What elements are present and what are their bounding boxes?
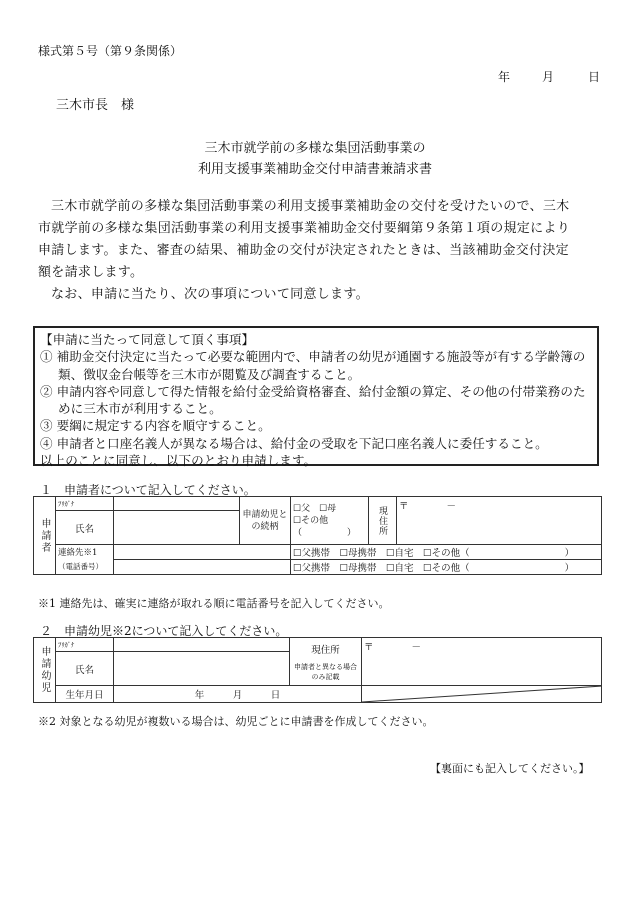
consent-item-2: ② 申請内容や同意して得た情報を給付金受給資格審査、給付金額の算定、その他の付帯業務のために三木市が利用すること。 [40, 383, 586, 417]
consent-box [33, 326, 599, 469]
child-side-label: 申請幼児 [34, 638, 56, 703]
contact-sublabel: （電話番号） [58, 561, 103, 571]
phone-type-1[interactable]: ☐父携帯 ☐母携帯 ☐自宅 ☐その他（ ） [291, 545, 602, 560]
form-number: 様式第５号（第９条関係） [38, 44, 183, 58]
para1-line2: 市就学前の多様な集団活動事業の利用支援事業補助金交付要綱第９条第１項の規定により [38, 221, 571, 236]
applicant-address-field[interactable] [397, 497, 602, 545]
para1-line4: 額を請求します。 [38, 265, 144, 280]
child-postal-mark: 〒 － [364, 642, 422, 653]
date-day: 日 [588, 70, 601, 84]
relation-other-paren: （ ） [293, 527, 357, 538]
contact-label-cell [56, 545, 114, 575]
applicant-name-label: 氏名 [56, 511, 114, 545]
consent-closing: 以上のことに同意し、以下のとおり申請します。 [40, 453, 317, 469]
applicant-table [33, 496, 602, 575]
relation-label: 申請幼児との続柄 [240, 497, 291, 545]
applicant-furigana-field[interactable] [114, 497, 240, 511]
postal-mark: 〒 － [399, 501, 457, 512]
body-paragraph [38, 196, 602, 306]
consent-heading: 【申請に当たって同意して頂く事項】 [40, 332, 255, 347]
section2-note: ※2 対象となる幼児が複数いる場合は、幼児ごとに申請書を作成してください。 [38, 715, 434, 728]
birth-date-field[interactable]: 年 月 日 [114, 686, 362, 703]
diagonal-strike [362, 686, 602, 702]
birth-label: 生年月日 [56, 686, 114, 703]
phone-type-2[interactable]: ☐父携帯 ☐母携帯 ☐自宅 ☐その他（ ） [291, 560, 602, 575]
contact-phone-2[interactable] [114, 560, 291, 575]
section1-heading: １ 申請者について記入してください。 [40, 483, 256, 497]
contact-label: 連絡先※1 [58, 547, 98, 558]
title-line2: 利用支援事業補助金交付申請書兼請求書 [197, 162, 432, 177]
section1-note: ※1 連絡先は、確実に連絡が取れる順に電話番号を記入してください。 [38, 597, 390, 610]
child-name-label: 氏名 [56, 652, 114, 686]
para1-line1: 三木市就学前の多様な集団活動事業の利用支援事業補助金の交付を受けたいので、三木 [51, 199, 570, 214]
back-side-note: 【裏面にも記入してください。】 [430, 762, 590, 775]
para2: なお、申請に当たり、次の事項について同意します。 [51, 287, 369, 302]
applicant-furigana-label: ﾌﾘｶﾞﾅ [56, 497, 114, 511]
child-name-field[interactable] [114, 652, 290, 686]
para1-line3: 申請します。また、審査の結果、補助金の交付が決定されたときは、当該補助金交付決定 [38, 243, 569, 258]
child-address-note: 申請者と異なる場合のみ記載 [294, 663, 357, 681]
contact-phone-1[interactable] [114, 545, 291, 560]
applicant-side-label: 申請者 [34, 497, 56, 575]
child-address-label-cell [290, 638, 362, 686]
addressee: 三木市長 様 [56, 98, 135, 113]
child-address-label: 現住所 [311, 645, 340, 656]
child-furigana-label: ﾌﾘｶﾞﾅ [56, 638, 114, 652]
consent-item-1: ① 補助金交付決定に当たって必要な範囲内で、申請者の幼児が通園する施設等が有する学齢簿の類、徴収金台帳等を三木市が閲覧及び調査すること。 [40, 349, 586, 382]
section2-heading: ２ 申請幼児※2について記入してください。 [40, 624, 288, 638]
consent-item-4: ④ 申請者と口座名義人が異なる場合は、給付金の受取を下記口座名義人に委任すること。 [40, 435, 548, 451]
child-furigana-field[interactable] [114, 638, 290, 652]
address-label: 現住所 [369, 497, 397, 545]
date-year: 年 [498, 70, 511, 84]
diagonal-void-cell [362, 686, 602, 703]
child-address-field[interactable] [362, 638, 602, 686]
relation-other[interactable]: ☐その他 [293, 515, 329, 526]
child-table [33, 637, 602, 703]
relation-parents[interactable]: ☐父 ☐母 [293, 503, 337, 514]
applicant-name-field[interactable] [114, 511, 240, 545]
title-line1: 三木市就学前の多様な集団活動事業の [204, 141, 426, 156]
consent-item-3: ③ 要綱に規定する内容を順守すること。 [40, 418, 271, 434]
relation-options [291, 497, 369, 545]
date-month: 月 [542, 70, 555, 84]
